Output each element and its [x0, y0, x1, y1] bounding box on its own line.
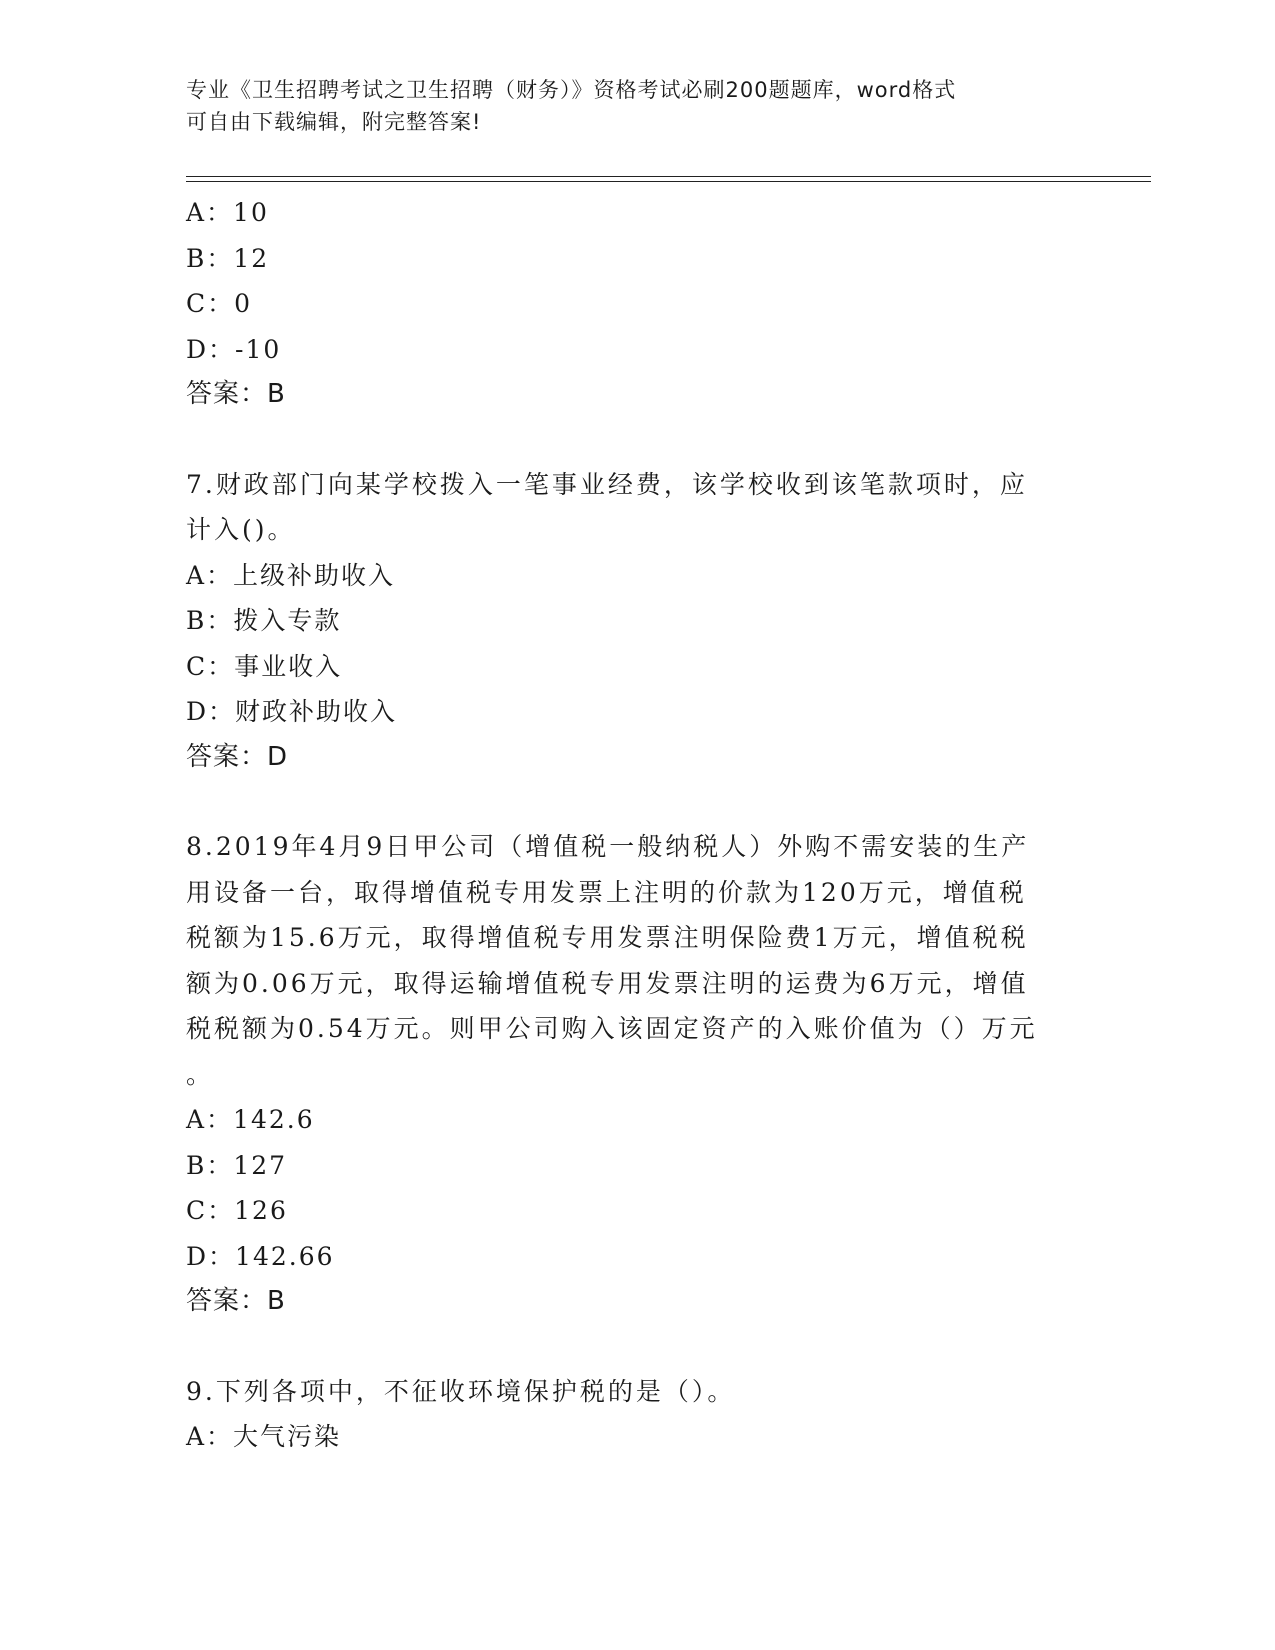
option-d: D：财政补助收入: [186, 697, 398, 726]
header-title-line-1: 专业《卫生招聘考试之卫生招聘（财务）》资格考试必刷200题题库，word格式: [186, 78, 957, 102]
question-spacer: [186, 780, 1066, 824]
question-8: [186, 824, 1066, 1325]
option-d: D：-10: [186, 334, 282, 364]
question-text-line: 7.财政部门向某学校拨入一笔事业经费，该学校收到该笔款项时，应: [186, 469, 1028, 499]
question-list: [186, 190, 1066, 1460]
answer-key: 答案：B: [186, 1286, 286, 1316]
document-header: [186, 74, 1066, 138]
answer-key: 答案：B: [186, 379, 286, 409]
question-text-line: 9.下列各项中，不征收环境保护税的是（）。: [186, 1376, 736, 1406]
question-text-line: 税税额为0.54万元。则甲公司购入该固定资产的入账价值为（）万元: [186, 1014, 1038, 1043]
header-divider-bottom: [186, 181, 1151, 182]
option-c: C：0: [186, 289, 253, 318]
option-a: A：上级补助收入: [186, 560, 396, 590]
question-6: [186, 190, 1066, 418]
header-title-line-2: 可自由下载编辑，附完整答案!: [186, 110, 482, 134]
option-b: B：127: [186, 1150, 288, 1180]
question-text-line: 额为0.06万元，取得运输增值税专用发票注明的运费为6万元，增值: [186, 968, 1029, 998]
option-a: A：10: [186, 198, 269, 227]
question-text-line: 税额为15.6万元，取得增值税专用发票注明保险费1万元，增值税税: [186, 923, 1029, 952]
option-b: B：12: [186, 243, 270, 273]
answer-key: 答案：D: [186, 741, 289, 772]
option-d: D：142.66: [186, 1241, 335, 1271]
question-9: [186, 1369, 1066, 1460]
question-text-line: 用设备一台，取得增值税专用发票上注明的价款为120万元，增值税: [186, 877, 1027, 907]
option-a: A：大气污染: [186, 1422, 342, 1451]
question-text-line: 。: [186, 1059, 215, 1089]
question-7: [186, 462, 1066, 781]
option-c: C：事业收入: [186, 651, 343, 681]
option-a: A：142.6: [186, 1105, 315, 1134]
question-spacer: [186, 1325, 1066, 1369]
question-text-line: 8.2019年4月9日甲公司（增值税一般纳税人）外购不需安装的生产: [186, 832, 1030, 861]
header-divider-top: [186, 176, 1151, 177]
question-spacer: [186, 418, 1066, 462]
option-c: C：126: [186, 1196, 288, 1225]
option-b: B：拨入专款: [186, 606, 342, 635]
question-text-line: 计入()。: [186, 515, 296, 544]
